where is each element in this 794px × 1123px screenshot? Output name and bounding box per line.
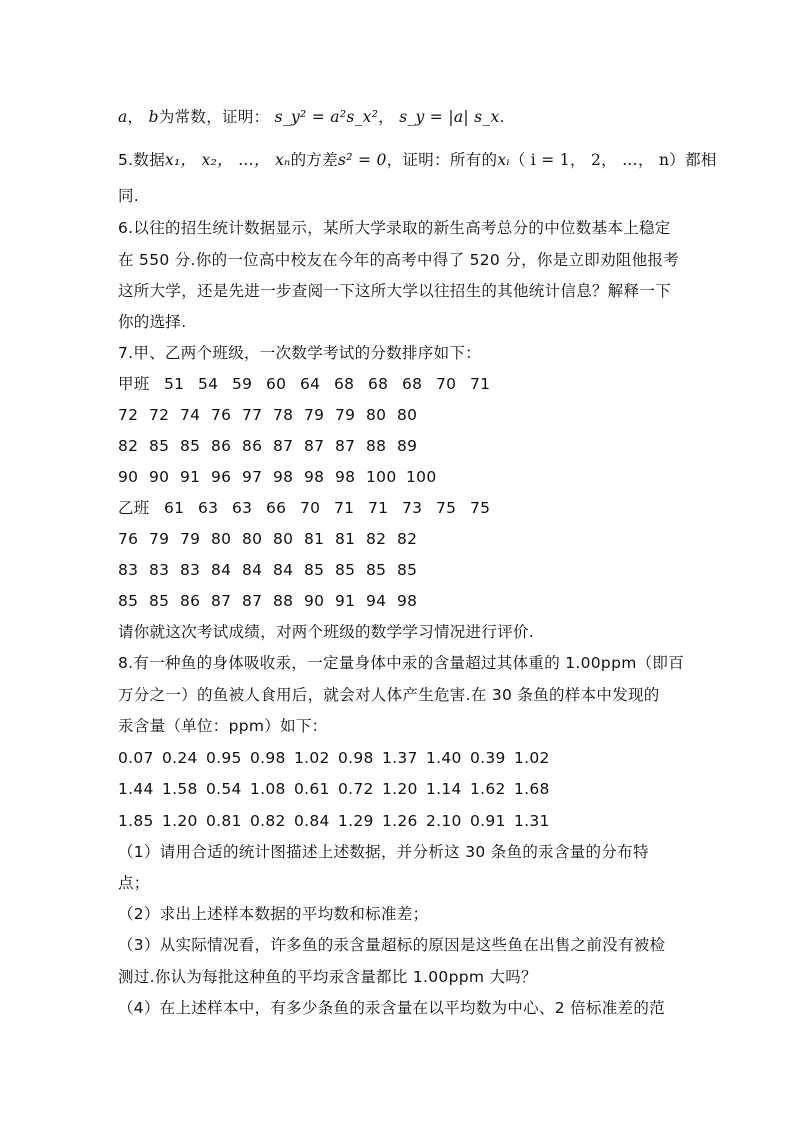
- mercury-value: 0.54: [206, 780, 242, 798]
- mercury-value: 0.98: [250, 749, 286, 767]
- score: 82: [397, 530, 418, 548]
- mercury-value: 1.02: [294, 749, 330, 767]
- score: 72: [149, 406, 170, 424]
- q8-sub1-line1: （1）请用合适的统计图描述上述数据，并分析这 30 条鱼的汞含量的分布特: [118, 843, 649, 861]
- score: 85: [397, 561, 418, 579]
- class-b-label: 乙班: [118, 499, 150, 517]
- q8-sub3-line1: （3）从实际情况看，许多鱼的汞含量超标的原因是这些鱼在出售之前没有被检: [118, 936, 666, 954]
- mercury-value: 0.61: [294, 780, 330, 798]
- score: 87: [335, 437, 356, 455]
- score: 71: [470, 375, 491, 393]
- class-a-row-1: [118, 374, 678, 394]
- mercury-value: 0.81: [206, 812, 242, 830]
- mercury-value: 1.40: [426, 749, 462, 767]
- q6-line3: 这所大学，还是先进一步查阅一下这所大学以往招生的其他统计信息？解释一下: [118, 282, 672, 300]
- score: 90: [149, 468, 170, 486]
- score: 83: [180, 561, 201, 579]
- q8-sub4: （4）在上述样本中，有多少条鱼的汞含量在以平均数为中心、2 倍标准差的范: [118, 999, 665, 1017]
- score: 68: [334, 375, 355, 393]
- score: 68: [402, 375, 423, 393]
- q6-line1: 6.以往的招生统计数据显示，某所大学录取的新生高考总分的中位数基本上稳定: [118, 219, 671, 237]
- q8-sub1-line2: 点；: [118, 874, 150, 892]
- class-a-row-2: [118, 405, 678, 425]
- score: 73: [402, 499, 423, 517]
- score: 87: [273, 437, 294, 455]
- score: 79: [304, 406, 325, 424]
- mercury-value: 1.26: [382, 812, 418, 830]
- score: 80: [397, 406, 418, 424]
- score: 64: [300, 375, 321, 393]
- score: 80: [242, 530, 263, 548]
- q5-line2: 同.: [118, 187, 140, 205]
- score: 91: [335, 592, 356, 610]
- score: 76: [211, 406, 232, 424]
- mercury-row-2: [118, 779, 678, 799]
- score: 85: [366, 561, 387, 579]
- score: 82: [118, 437, 139, 455]
- score: 87: [211, 592, 232, 610]
- mercury-value: 1.62: [470, 780, 506, 798]
- score: 60: [266, 375, 287, 393]
- q8-line1: 8.有一种鱼的身体吸收汞，一定量身体中汞的含量超过其体重的 1.00ppm（即百: [118, 654, 685, 672]
- score: 75: [436, 499, 457, 517]
- score: 100: [366, 468, 397, 486]
- mercury-value: 1.37: [382, 749, 418, 767]
- score: 80: [211, 530, 232, 548]
- q5-mid2: ，证明：所有的: [386, 151, 498, 169]
- q6-line4: 你的选择.: [118, 313, 187, 331]
- q5-prefix: 5.数据: [118, 151, 165, 169]
- score: 85: [118, 592, 139, 610]
- score: 91: [180, 468, 201, 486]
- score: 74: [180, 406, 201, 424]
- score: 81: [335, 530, 356, 548]
- mercury-value: 0.95: [206, 749, 242, 767]
- mercury-value: 0.91: [470, 812, 506, 830]
- score: 96: [211, 468, 232, 486]
- q7-ask: 请你就这次考试成绩，对两个班级的数学学习情况进行评价.: [118, 623, 535, 641]
- q5-xi: xᵢ: [497, 151, 510, 169]
- class-a-label: 甲班: [118, 375, 150, 393]
- formula-variance: s_y² = a²s_x²: [274, 108, 379, 126]
- score: 89: [397, 437, 418, 455]
- class-b-row-3: [118, 560, 678, 580]
- score: 51: [164, 375, 185, 393]
- score: 94: [366, 592, 387, 610]
- score: 77: [242, 406, 263, 424]
- score: 83: [118, 561, 139, 579]
- mercury-value: 1.20: [382, 780, 418, 798]
- q5-vars: x₁， x₂， …， xₙ: [165, 151, 291, 169]
- score: 54: [198, 375, 219, 393]
- score: 78: [273, 406, 294, 424]
- mercury-value: 2.10: [426, 812, 462, 830]
- mercury-value: 0.98: [338, 749, 374, 767]
- score: 68: [368, 375, 389, 393]
- q8-line2: 万分之一）的鱼被人食用后，就会对人体产生危害.在 30 条鱼的样本中发现的: [118, 686, 660, 704]
- mercury-value: 1.44: [118, 780, 154, 798]
- score: 63: [232, 499, 253, 517]
- score: 88: [273, 592, 294, 610]
- mercury-row-3: [118, 811, 678, 831]
- score: 98: [397, 592, 418, 610]
- q8-line3: 汞含量（单位：ppm）如下：: [118, 717, 328, 735]
- score: 79: [180, 530, 201, 548]
- mercury-value: 0.39: [470, 749, 506, 767]
- mercury-value: 1.68: [514, 780, 550, 798]
- mercury-value: 1.08: [250, 780, 286, 798]
- score: 86: [180, 592, 201, 610]
- score: 72: [118, 406, 139, 424]
- mercury-value: 0.07: [118, 749, 154, 767]
- class-a-row-4: [118, 467, 678, 487]
- q8-sub3-line2: 测过.你认为每批这种鱼的平均汞含量都比 1.00ppm 大吗？: [118, 968, 537, 986]
- score: 83: [149, 561, 170, 579]
- mercury-value: 0.82: [250, 812, 286, 830]
- q7-title: 7.甲、乙两个班级，一次数学考试的分数排序如下：: [118, 344, 481, 362]
- var-a: a: [118, 108, 128, 126]
- score: 81: [304, 530, 325, 548]
- score: 75: [470, 499, 491, 517]
- score: 85: [149, 592, 170, 610]
- score: 85: [149, 437, 170, 455]
- class-b-row-4: [118, 591, 678, 611]
- q5-line1: [118, 150, 717, 170]
- mercury-value: 1.20: [162, 812, 198, 830]
- q8-sub2: （2）求出上述样本数据的平均数和标准差；: [118, 905, 429, 923]
- score: 100: [406, 468, 437, 486]
- mercury-row-1: [118, 748, 678, 768]
- q5-range: （ i = 1， 2， …， n）: [509, 151, 686, 169]
- formula-std: s_y = |a| s_x: [399, 108, 500, 126]
- q5-tail: 都相: [685, 151, 717, 169]
- mercury-value: 0.72: [338, 780, 374, 798]
- mercury-value: 1.85: [118, 812, 154, 830]
- mercury-value: 1.31: [514, 812, 550, 830]
- score: 61: [164, 499, 185, 517]
- score: 85: [180, 437, 201, 455]
- const-text: 为常数，证明：: [158, 108, 270, 126]
- score: 71: [334, 499, 355, 517]
- score: 98: [304, 468, 325, 486]
- mercury-value: 1.02: [514, 749, 550, 767]
- class-b-row-2: [118, 529, 678, 549]
- score: 59: [232, 375, 253, 393]
- score: 70: [436, 375, 457, 393]
- class-b-row-1: [118, 498, 678, 518]
- score: 80: [366, 406, 387, 424]
- mercury-value: 1.14: [426, 780, 462, 798]
- score: 97: [242, 468, 263, 486]
- score: 90: [118, 468, 139, 486]
- score: 87: [242, 592, 263, 610]
- score: 76: [118, 530, 139, 548]
- score: 80: [273, 530, 294, 548]
- mercury-value: 1.58: [162, 780, 198, 798]
- score: 84: [211, 561, 232, 579]
- mercury-value: 0.84: [294, 812, 330, 830]
- var-b: b: [148, 108, 159, 126]
- score: 66: [266, 499, 287, 517]
- score: 98: [335, 468, 356, 486]
- class-a-row-3: [118, 436, 678, 456]
- q5-mid: 的方差: [290, 151, 339, 169]
- score: 98: [273, 468, 294, 486]
- q6-line2: 在 550 分.你的一位高中校友在今年的高考中得了 520 分，你是立即劝阻他报考: [118, 251, 680, 269]
- intro-line: a， b为常数，证明： s_y² = a²s_x²， s_y = |a| s_x.: [118, 108, 505, 126]
- q5-variance: s² = 0: [338, 151, 387, 169]
- score: 79: [335, 406, 356, 424]
- score: 71: [368, 499, 389, 517]
- mercury-value: 0.24: [162, 749, 198, 767]
- score: 84: [242, 561, 263, 579]
- score: 86: [211, 437, 232, 455]
- mercury-value: 1.29: [338, 812, 374, 830]
- score: 79: [149, 530, 170, 548]
- score: 82: [366, 530, 387, 548]
- score: 90: [304, 592, 325, 610]
- score: 88: [366, 437, 387, 455]
- score: 70: [300, 499, 321, 517]
- score: 84: [273, 561, 294, 579]
- score: 87: [304, 437, 325, 455]
- score: 86: [242, 437, 263, 455]
- score: 85: [335, 561, 356, 579]
- score: 63: [198, 499, 219, 517]
- score: 85: [304, 561, 325, 579]
